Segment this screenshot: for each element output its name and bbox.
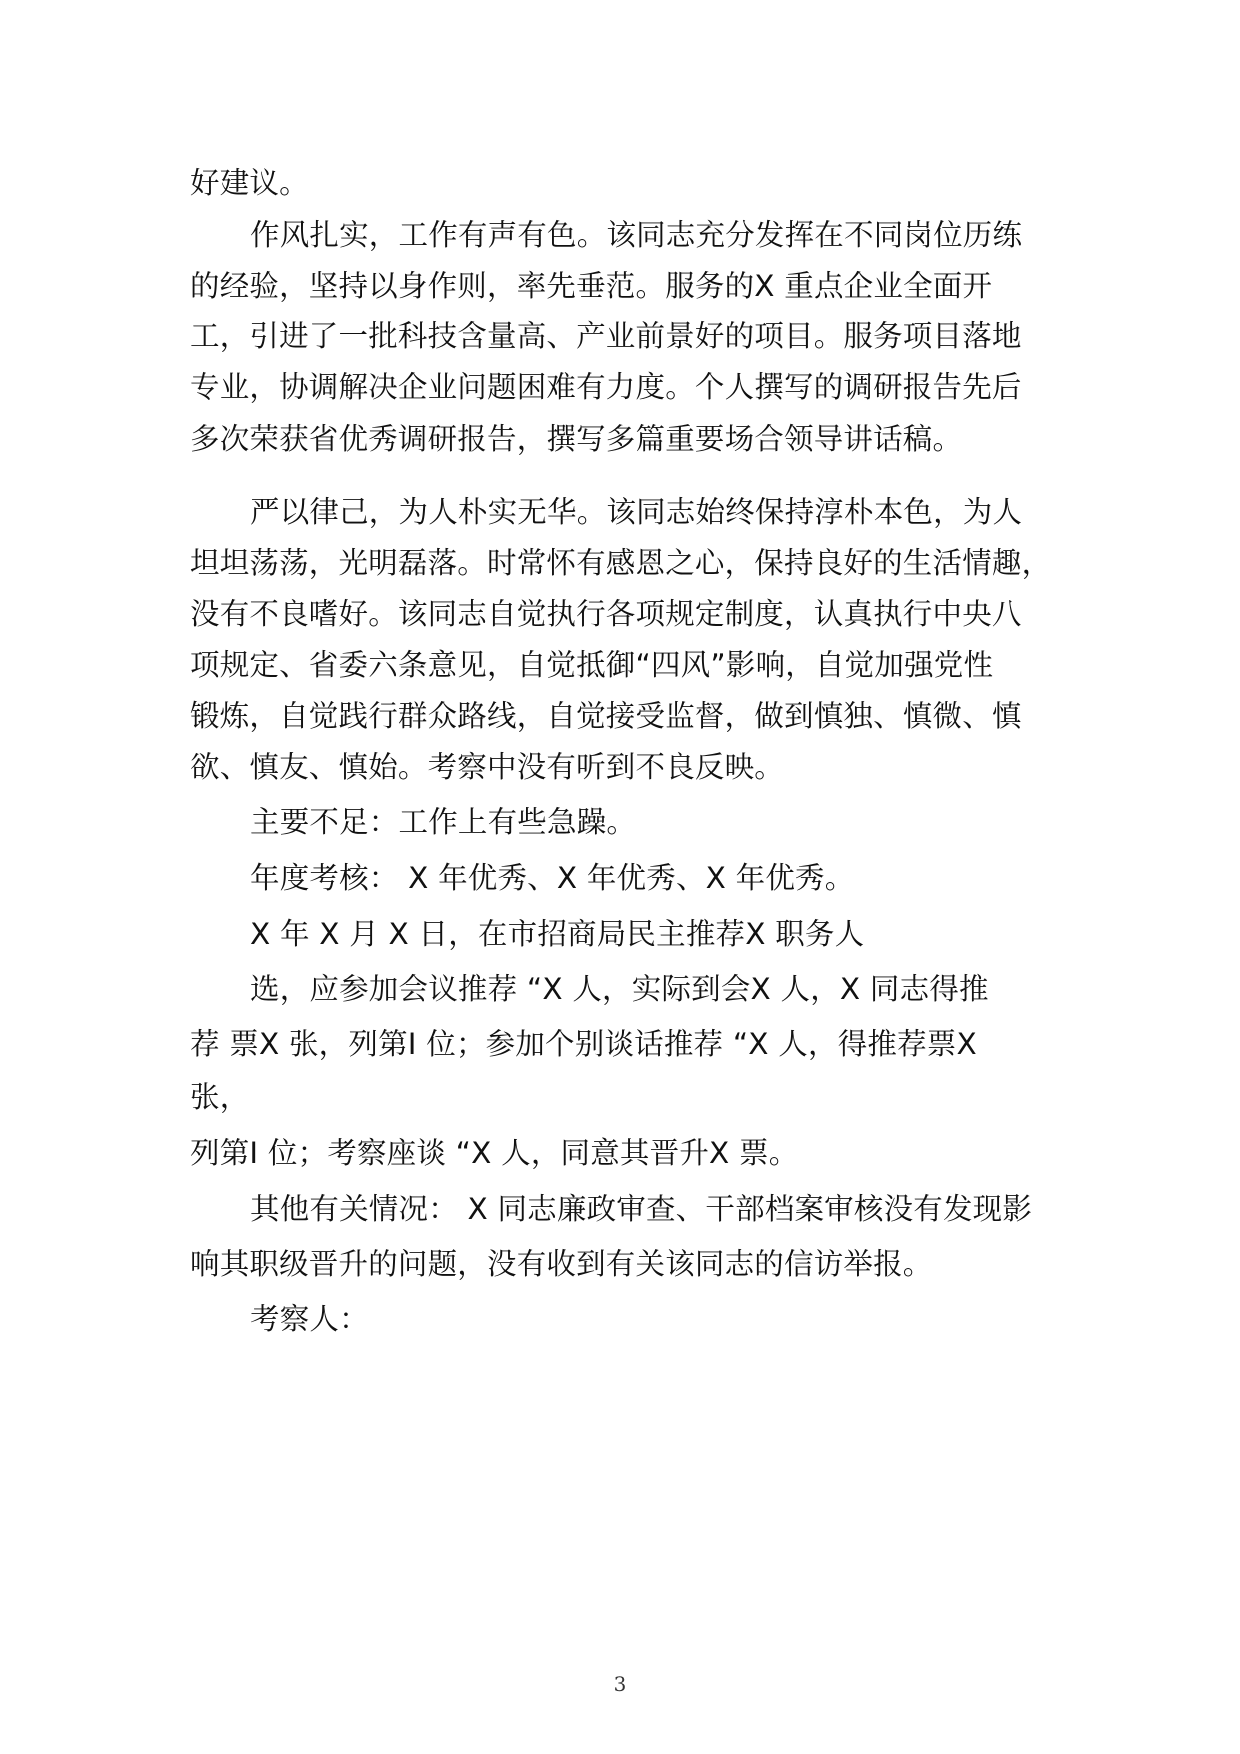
text-line: 没有不良嗜好。该同志自觉执行各项规定制度，认真执行中央八 <box>190 597 1022 631</box>
page-number: 3 <box>613 1672 627 1696</box>
text-line: 作风扎实，工作有声有色。该同志充分发挥在不同岗位历练 <box>250 218 1023 252</box>
text-line: 好建议。 <box>190 166 309 200</box>
text-line: 荐 票X 张，列第I 位；参加个别谈话推荐 “X 人，得推荐票X <box>190 1027 977 1061</box>
text-line: 欲、慎友、慎始。考察中没有听到不良反映。 <box>190 750 785 784</box>
text-line: 列第I 位；考察座谈 “X 人，同意其晋升X 票。 <box>190 1136 799 1170</box>
text-line: 锻炼，自觉践行群众路线，自觉接受监督，做到慎独、慎微、慎 <box>190 699 1022 733</box>
text-line: 张， <box>190 1080 250 1114</box>
text-line: 专业，协调解决企业问题困难有力度。个人撰写的调研报告先后 <box>190 370 1022 404</box>
text-line: 严以律己，为人朴实无华。该同志始终保持淳朴本色，为人 <box>250 495 1023 529</box>
text-line: 工，引进了一批科技含量高、产业前景好的项目。服务项目落地 <box>190 319 1022 353</box>
text-line: 的经验，坚持以身作则，率先垂范。服务的X 重点企业全面开 <box>190 269 993 303</box>
text-line: 坦坦荡荡，光明磊落。时常怀有感恩之心，保持良好的生活情趣， <box>190 546 1052 580</box>
text-line: 年度考核： X 年优秀、X 年优秀、X 年优秀。 <box>250 861 855 895</box>
text-line: 主要不足：工作上有些急躁。 <box>250 805 637 839</box>
text-line: 考察人： <box>250 1302 369 1336</box>
text-line: 项规定、省委六条意见，自觉抵御“四风”影响，自觉加强党性 <box>190 648 994 682</box>
text-line: 响其职级晋升的问题，没有收到有关该同志的信访举报。 <box>190 1247 933 1281</box>
text-line: X 年 X 月 X 日，在市招商局民主推荐X 职务人 <box>250 917 865 951</box>
text-line: 选，应参加会议推荐 “X 人，实际到会X 人，X 同志得推 <box>250 972 989 1006</box>
text-line: 多次荣获省优秀调研报告，撰写多篇重要场合领导讲话稿。 <box>190 422 963 456</box>
text-line: 其他有关情况： X 同志廉政审查、干部档案审核没有发现影 <box>250 1192 1033 1226</box>
